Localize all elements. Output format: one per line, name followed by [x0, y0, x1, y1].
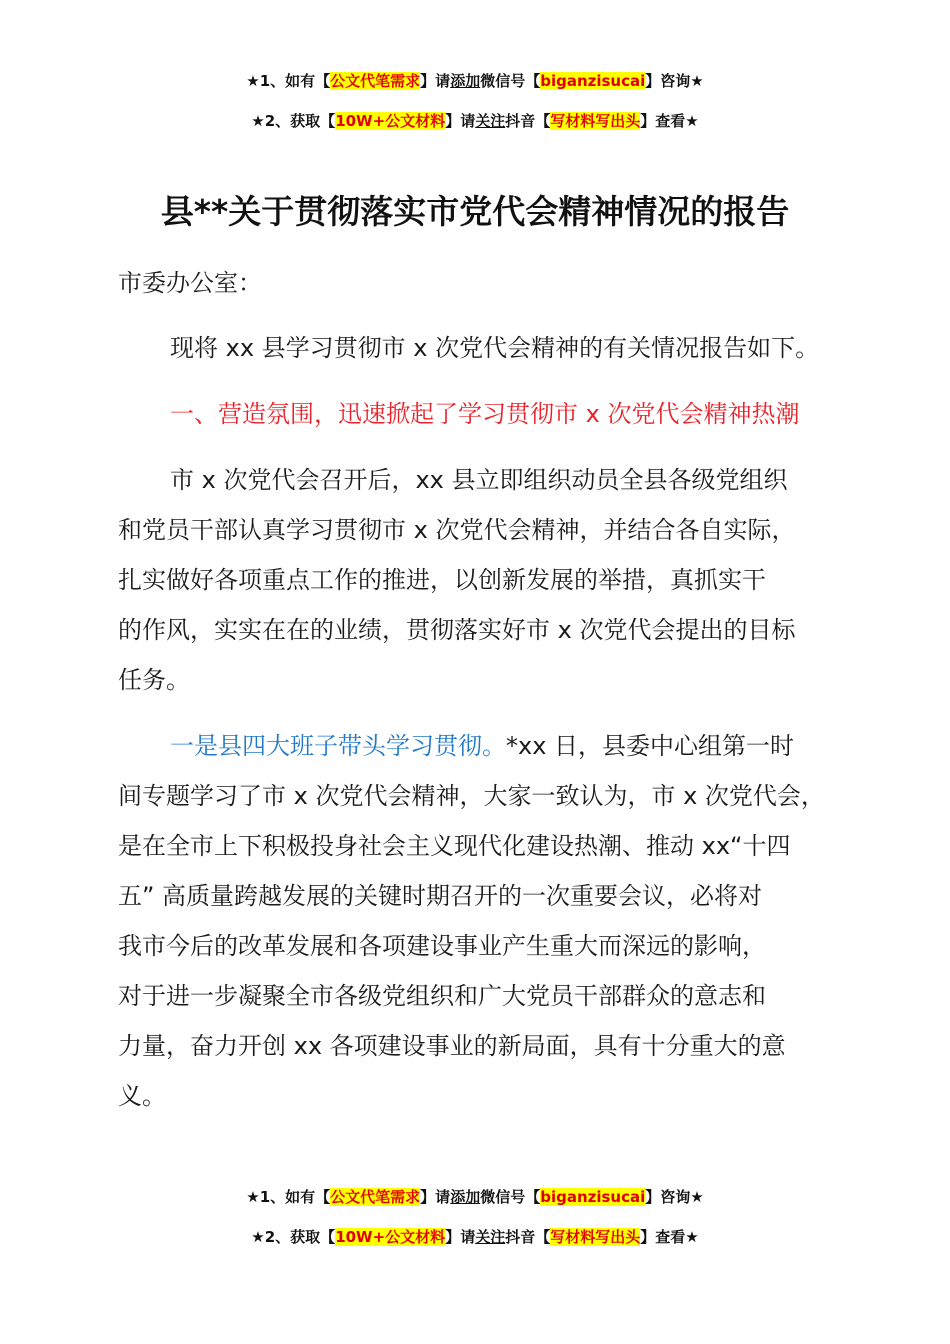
- salutation: 市委办公室：: [118, 269, 262, 297]
- promo-text: 】查看★: [640, 1228, 699, 1246]
- promo-text: ★2、获取【: [251, 1228, 336, 1246]
- paragraph-line: 的作风，实实在在的业绩，贯彻落实好市 x 次党代会提出的目标: [118, 616, 796, 644]
- promo-highlight: 公文代笔需求: [330, 1188, 421, 1206]
- promo-underline: 添加: [450, 72, 481, 90]
- promo-text: ★1、如有【: [246, 1188, 331, 1206]
- paragraph-line: [118, 721, 840, 771]
- paragraph-line: 市 x 次党代会召开后，xx 县立即组织动员全县各级党组织: [170, 466, 788, 494]
- promo-douyin-id: 写材料写出头: [550, 1228, 641, 1246]
- promo-text: 】请: [445, 1228, 476, 1246]
- paragraph-line: 和党员干部认真学习贯彻市 x 次党代会精神，并结合各自实际，: [118, 516, 796, 544]
- paragraph-text: *xx 日，县委中心组第一时: [506, 732, 795, 760]
- promo-text: 抖音【: [505, 1228, 551, 1246]
- promo-line-2-bottom: [0, 1226, 950, 1247]
- promo-wechat-id: biganzisucai: [540, 72, 646, 90]
- promo-underline: 添加: [450, 1188, 481, 1206]
- document-title: 县**关于贯彻落实市党代会精神情况的报告: [160, 192, 790, 231]
- promo-text: ★1、如有【: [246, 72, 331, 90]
- paragraph-line: 我市今后的改革发展和各项建设事业产生重大而深远的影响，: [118, 932, 766, 960]
- promo-text: 】请: [420, 72, 451, 90]
- document-body: [118, 323, 840, 1121]
- promo-line-2-top: [0, 110, 950, 131]
- promo-line-1-bottom: [0, 1186, 950, 1207]
- promo-underline: 关注: [475, 112, 506, 130]
- promo-text: 抖音【: [505, 112, 551, 130]
- promo-text: 】查看★: [640, 112, 699, 130]
- paragraph-line: 扎实做好各项重点工作的推进，以创新发展的举措，真抓实干: [118, 566, 766, 594]
- paragraph-line: 任务。: [118, 666, 190, 694]
- paragraph-line: 义。: [118, 1082, 166, 1110]
- section-heading-1: 一、营造氛围，迅速掀起了学习贯彻市 x 次党代会精神热潮: [170, 400, 800, 428]
- promo-text: ★2、获取【: [251, 112, 336, 130]
- promo-text: 微信号【: [480, 72, 541, 90]
- paragraph-line: 力量，奋力开创 xx 各项建设事业的新局面，具有十分重大的意: [118, 1032, 786, 1060]
- promo-text: 】咨询★: [645, 1188, 704, 1206]
- promo-line-1-top: [0, 70, 950, 91]
- promo-highlight: 10W+公文材料: [335, 1228, 446, 1246]
- paragraph-line: 间专题学习了市 x 次党代会精神，大家一致认为，市 x 次党代会，: [118, 782, 825, 810]
- paragraph-2: [118, 721, 840, 1121]
- promo-text: 】咨询★: [645, 72, 704, 90]
- paragraph-1: [118, 455, 840, 705]
- promo-wechat-id: biganzisucai: [540, 1188, 646, 1206]
- promo-text: 】请: [445, 112, 476, 130]
- promo-text: 微信号【: [480, 1188, 541, 1206]
- promo-douyin-id: 写材料写出头: [550, 112, 641, 130]
- paragraph-line: 是在全市上下积极投身社会主义现代化建设热潮、推动 xx“十四: [118, 832, 791, 860]
- intro-paragraph: 现将 xx 县学习贯彻市 x 次党代会精神的有关情况报告如下。: [170, 334, 820, 362]
- promo-highlight: 10W+公文材料: [335, 112, 446, 130]
- promo-text: 】请: [420, 1188, 451, 1206]
- promo-highlight: 公文代笔需求: [330, 72, 421, 90]
- paragraph-line: 对于进一步凝聚全市各级党组织和广大党员干部群众的意志和: [118, 982, 766, 1010]
- promo-underline: 关注: [475, 1228, 506, 1246]
- paragraph-line: 五” 高质量跨越发展的关键时期召开的一次重要会议，必将对: [118, 882, 763, 910]
- subheading-lead: 一是县四大班子带头学习贯彻。: [170, 732, 506, 760]
